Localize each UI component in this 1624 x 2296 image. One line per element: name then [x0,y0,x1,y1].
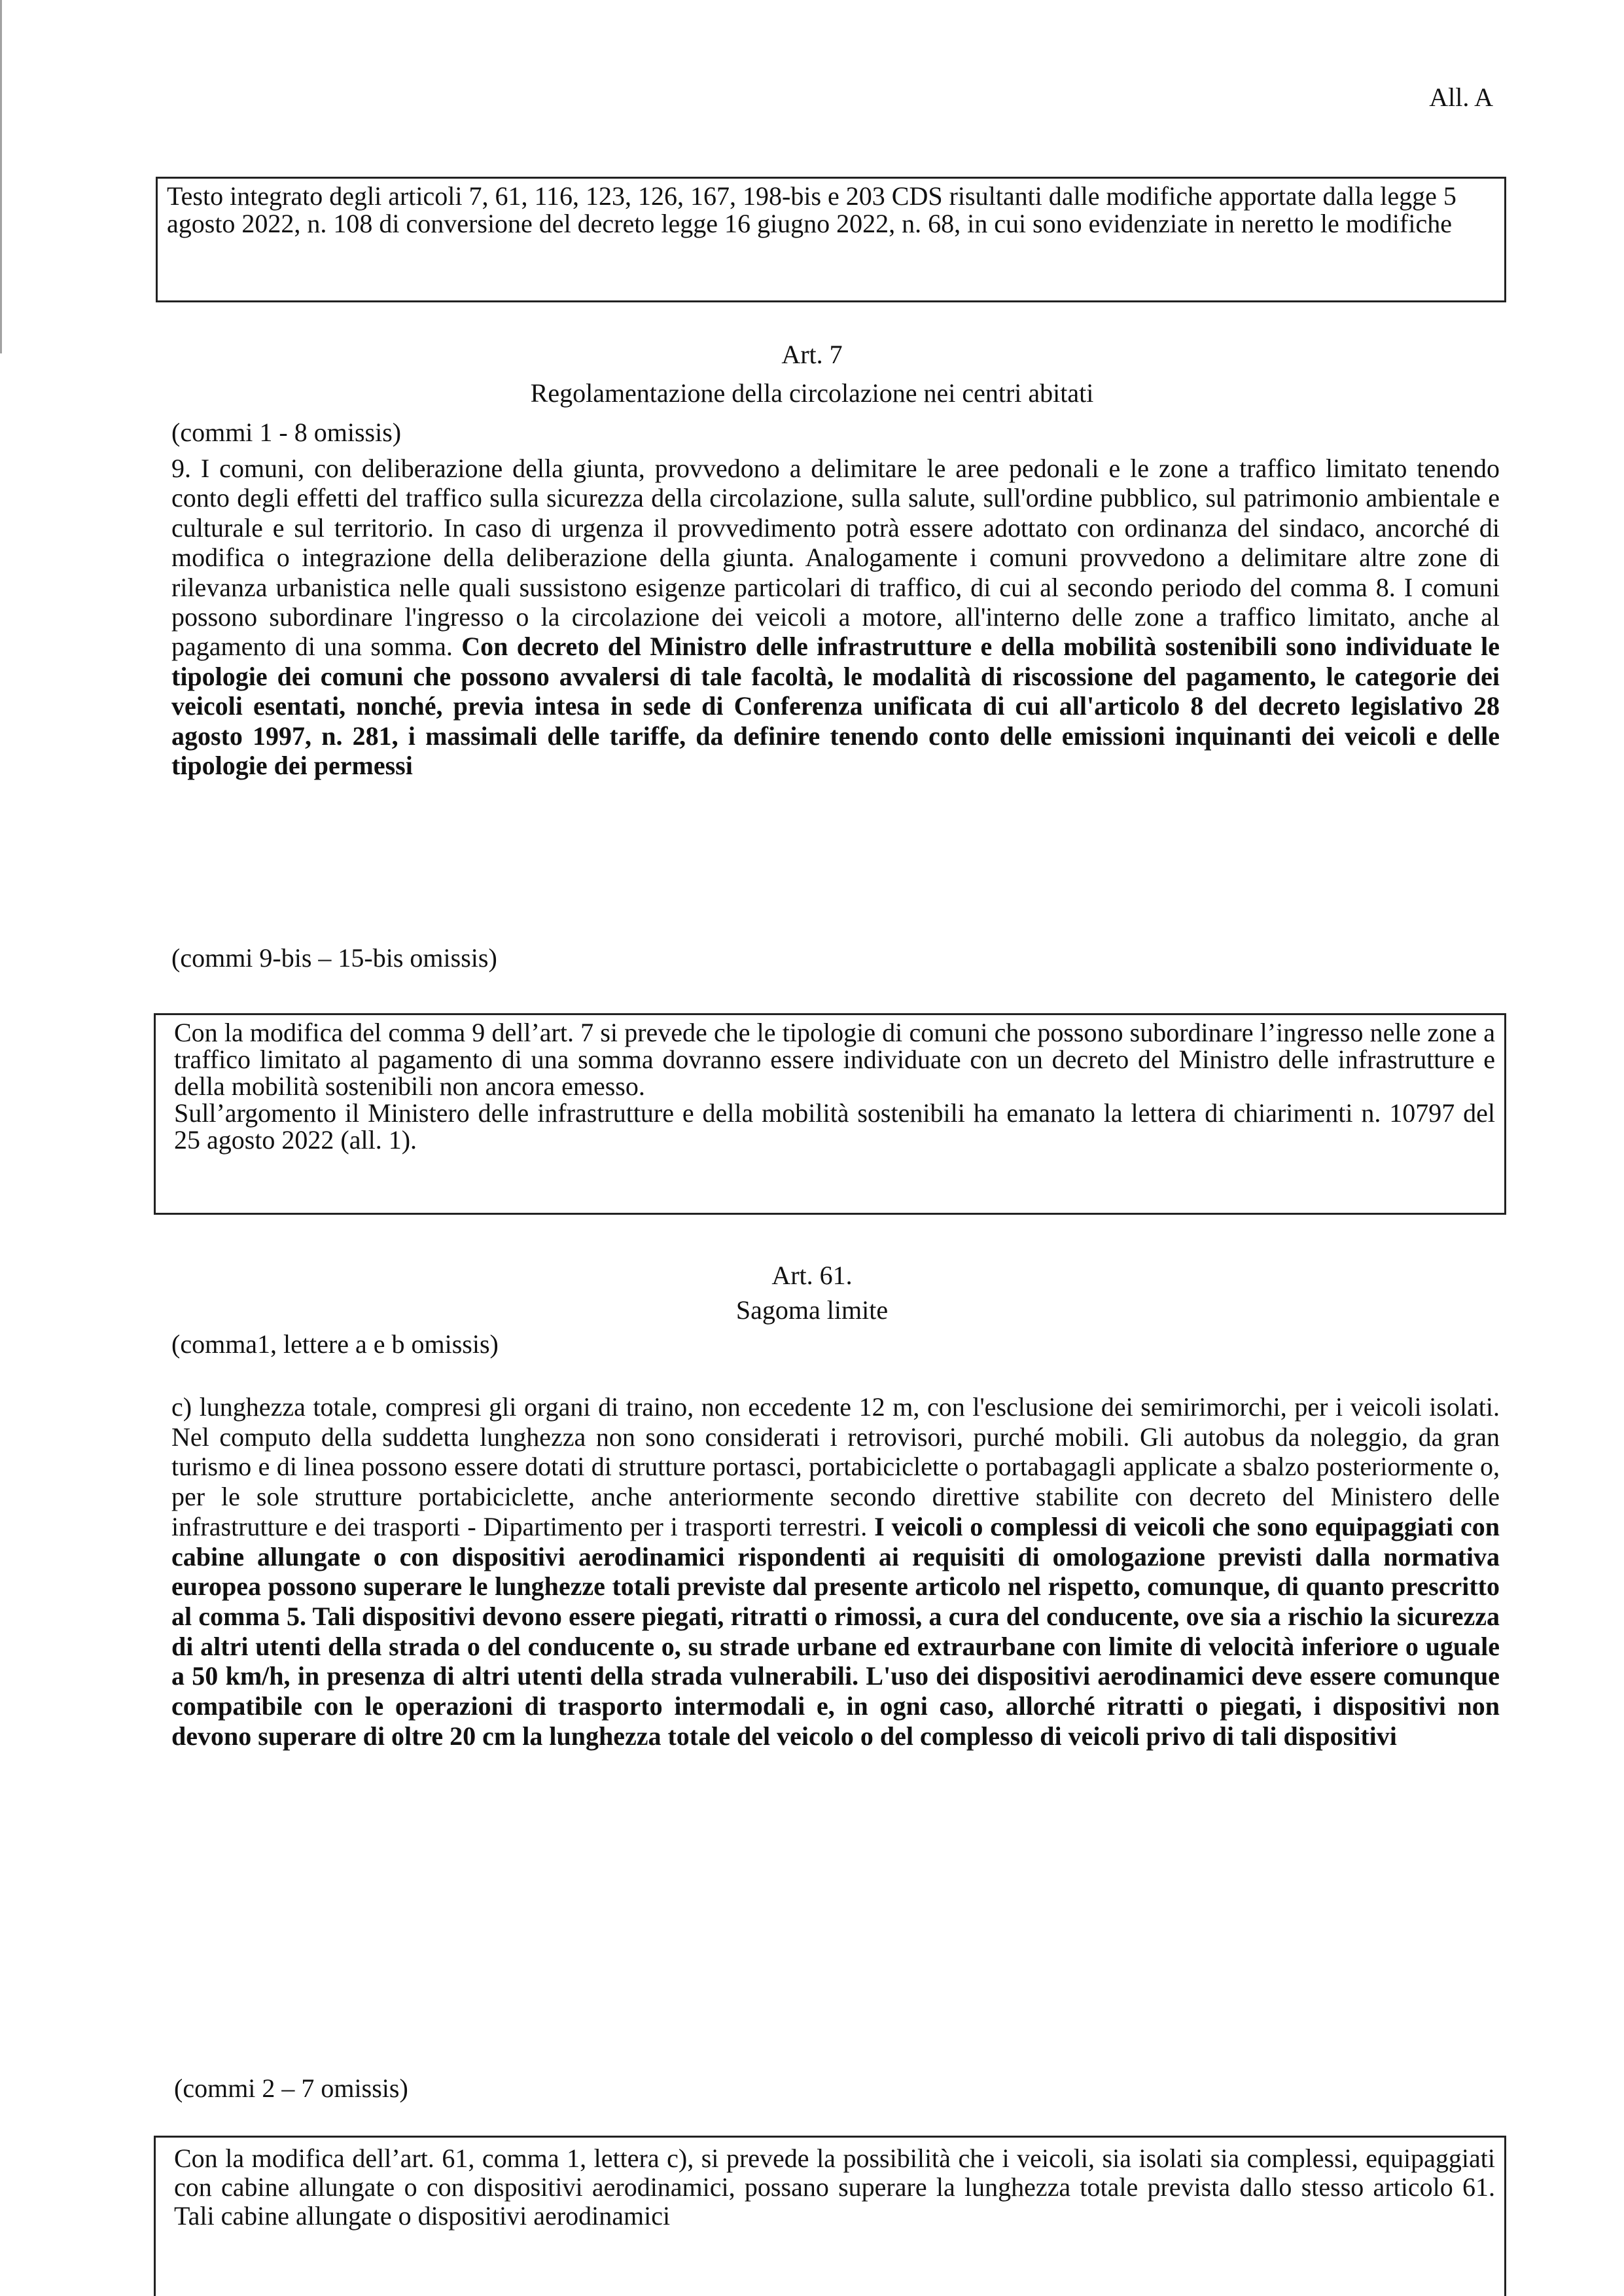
note-art7-text: Con la modifica del comma 9 dell’art. 7 si prevede che le tipologie di comuni che possono subordinare l’ingresso nelle zone a traffico limitato al pagamento di una somma dovranno essere individuate con un decreto del Ministro delle infrastrutture e della mobilità sostenibili non ancora emesso. [174,1018,1495,1101]
art61-omissis-before: (comma1, lettere a e b omissis) [171,1329,499,1359]
art61-omissis-after: (commi 2 – 7 omissis) [174,2073,408,2103]
note-art61-box [154,2136,1506,2296]
note-art61-text: Con la modifica dell’art. 61, comma 1, lettera c), si prevede la possibilità che i veicoli, sia isolati sia complessi, equipaggiati con cabine allungate o con dispositivi aerodinamici, possano superare la lunghezza totale prevista dallo stesso articolo 61. Tali cabine allungate o dispositivi aerodinamici [174,2144,1495,2231]
intro-text: Testo integrato degli articoli 7, 61, 116, 123, 126, 167, 198-bis e 203 CDS risultanti dalle modifiche apportate dalla legge 5 agosto 2022, n. 108 di conversione del decreto legge 16 giugno 2022, n. 68, in cui sono evidenziate in neretto le modifiche [167,181,1456,238]
art7-paragraph [171,454,1500,780]
art61-number: Art. 61. [771,1261,853,1290]
art61-paragraph-bold: I veicoli o complessi di veicoli che sono equipaggiati con cabine allungate o con dispositivi aerodinamici rispondenti ai requisiti di omologazione previsti dalla normativa europea possono superare le lunghezze totali previste dal presente articolo nel rispetto, comunque, di quanto prescritto al comma 5. Tali dispositivi devono essere piegati, ritratti o rimossi, a cura del conducente, ove sia a rischio la sicurezza di altri utenti della strada o del conducente o, su strade urbane ed extraurbane con limite di velocità inferiore o uguale a 50 km/h, in presenza di altri utenti della strada vulnerabili. L'uso dei dispositivi aerodinamici deve essere comunque compatibile con le operazioni di trasporto intermodali e, in ogni caso, allorché ritratti o piegati, i dispositivi non devono superare di oltre 20 cm la lunghezza totale del veicolo o del complesso di veicoli privo di tali dispositivi [171,1511,1500,1751]
art61-title: Sagoma limite [735,1295,889,1325]
scan-edge [0,0,2,353]
intro-box [156,177,1506,302]
art7-paragraph-plain: 9. I comuni, con deliberazione della giunta, provvedono a delimitare le aree pedonali e le zone a traffico limitato tenendo conto degli effetti del traffico sulla sicurezza della circolazione, sulla salute, sull'ordine pubblico, sul patrimonio ambientale e culturale e sul territorio. In caso di urgenza il provvedimento potrà essere adottato con ordinanza del sindaco, ancorché di modifica o integrazione della deliberazione della giunta. Analogamente i comuni provvedono a delimitare altre zone di rilevanza urbanistica nelle quali sussistono esigenze particolari di traffico, di cui al secondo periodo del comma 8. I comuni possono subordinare l'ingresso o la circolazione dei veicoli a motore, all'interno delle zone a traffico limitato, anche al pagamento di una somma. [171,454,1500,662]
art61-paragraph-plain: c) lunghezza totale, compresi gli organi di traino, non eccedente 12 m, con l'esclusione dei semirimorchi, per i veicoli isolati. Nel computo della suddetta lunghezza non sono considerati i retrovisori, purché mobili. Gli autobus da noleggio, da gran turismo e di linea possono essere dotati di strutture portasci, portabiciclette o portabagagli applicate a sbalzo posteriormente o, per le sole strutture portabiciclette, anche anteriormente secondo direttive stabilite con decreto del Ministero delle infrastrutture e dei trasporti - Dipartimento per i trasporti terrestri. [171,1392,1500,1541]
art7-number: Art. 7 [781,340,843,369]
attachment-reference: All. A [1429,82,1493,112]
note-art7-box [154,1013,1506,1215]
note-art7-text2: Sull’argomento il Ministero delle infrastrutture e della mobilità sostenibili ha emanato la lettera di chiarimenti n. 10797 del 25 agosto 2022 (all. 1). [174,1098,1495,1155]
art7-omissis-before: (commi 1 - 8 omissis) [171,418,402,447]
art61-paragraph [171,1392,1500,1751]
art7-paragraph-bold: Con decreto del Ministro delle infrastrutture e della mobilità sostenibili sono individuate le tipologie dei comuni che possono avvalersi di tale facoltà, le modalità di riscossione del pagamento, le categorie dei veicoli esentati, nonché, previa intesa in sede di Conferenza unificata di cui all'articolo 8 del decreto legislativo 28 agosto 1997, n. 281, i massimali delle tariffe, da definire tenendo conto delle emissioni inquinanti dei veicoli e delle tipologie dei permessi [171,632,1500,781]
art7-title: Regolamentazione della circolazione nei centri abitati [530,378,1094,408]
art7-omissis-after: (commi 9-bis – 15-bis omissis) [171,943,497,973]
